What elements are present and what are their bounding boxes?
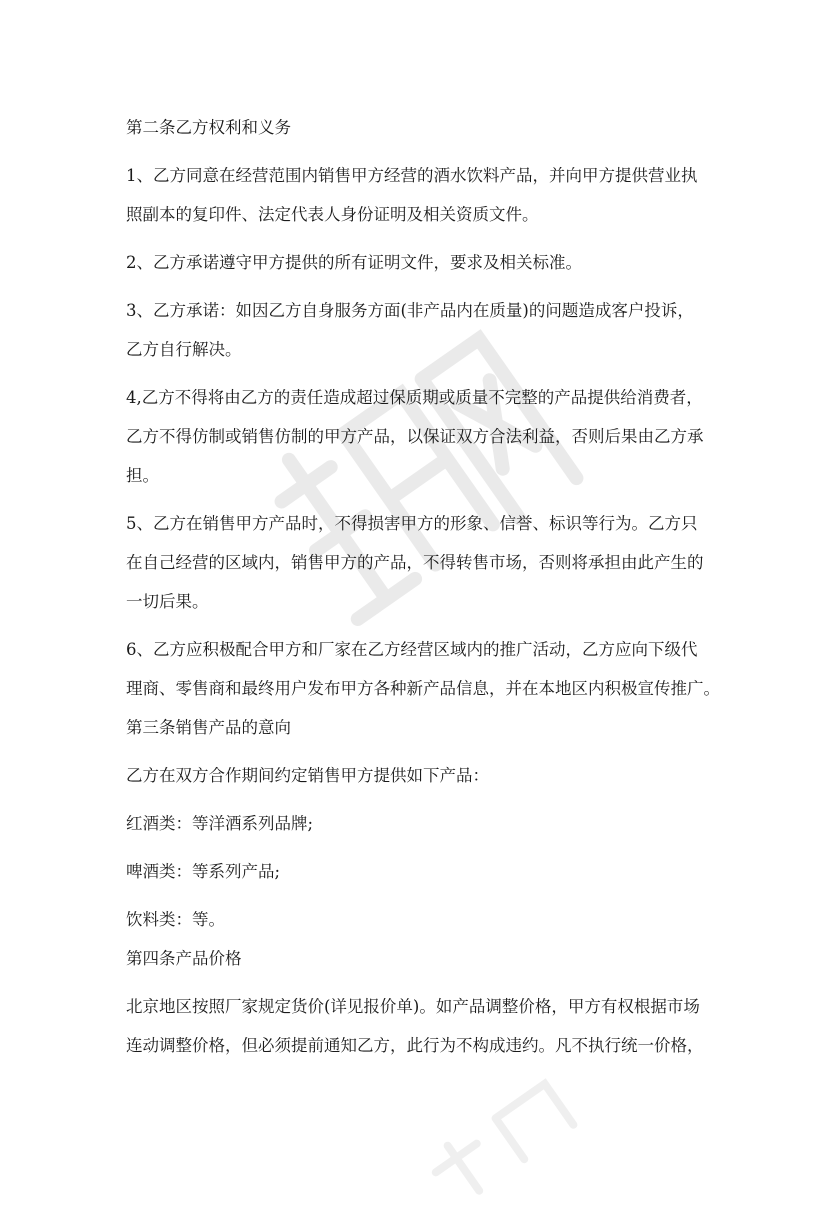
paragraph-gap	[126, 282, 716, 291]
paragraph-gap	[126, 147, 716, 156]
text-line: 3、乙方承诺：如因乙方自身服务方面(非产品内在质量)的问题造成客户投诉，	[126, 301, 694, 320]
text-line: 6、乙方应积极配合甲方和厂家在乙方经营区域内的推广活动，乙方应向下级代	[126, 640, 698, 659]
text-line: 第二条乙方权利和义务	[126, 118, 291, 137]
text-line: 啤酒类：等系列产品;	[126, 862, 281, 881]
text-line: 乙方在双方合作期间约定销售甲方提供如下产品：	[126, 766, 489, 785]
text-line: 理商、零售商和最终用户发布甲方各种新产品信息，并在本地区内积极宣传推广。	[126, 679, 720, 698]
paragraph-gap	[126, 495, 716, 504]
text-line: 2、乙方承诺遵守甲方提供的所有证明文件，要求及相关标准。	[126, 253, 582, 272]
text-line: 第三条销售产品的意向	[126, 718, 291, 737]
text-line: 照副本的复印件、法定代表人身份证明及相关资质文件。	[126, 205, 539, 224]
paragraph-gap	[126, 369, 716, 378]
text-line: 5、乙方在销售甲方产品时，不得损害甲方的形象、信誉、标识等行为。乙方只	[126, 514, 698, 533]
text-line: 乙方不得仿制或销售仿制的甲方产品，以保证双方合法利益，否则后果由乙方承	[126, 427, 704, 446]
paragraph-gap	[126, 234, 716, 243]
paragraph-gap	[126, 891, 716, 900]
text-line: 1、乙方同意在经营范围内销售甲方经营的酒水饮料产品，并向甲方提供营业执	[126, 166, 698, 185]
watermark-logo-partial	[416, 1070, 584, 1214]
text-line: 第四条产品价格	[126, 949, 242, 968]
paragraph-gap	[126, 621, 716, 630]
paragraph-gap	[126, 843, 716, 852]
text-line: 北京地区按照厂家规定货价(详见报价单)。如产品调整价格，甲方有权根据市场	[126, 997, 700, 1016]
paragraph-gap	[126, 978, 716, 987]
paragraph-gap	[126, 795, 716, 804]
text-line: 饮料类：等。	[126, 910, 225, 929]
text-line: 红酒类：等洋酒系列品牌;	[126, 814, 314, 833]
text-line: 乙方自行解决。	[126, 340, 242, 359]
document-body	[126, 108, 720, 1065]
text-line: 4,乙方不得将由乙方的责任造成超过保质期或质量不完整的产品提供给消费者，	[126, 388, 703, 407]
paragraph-gap	[126, 747, 716, 756]
text-line: 担。	[126, 466, 159, 485]
text-line: 在自己经营的区域内，销售甲方的产品，不得转售市场，否则将承担由此产生的	[126, 553, 704, 572]
text-line: 一切后果。	[126, 592, 209, 611]
text-line: 连动调整价格，但必须提前通知乙方，此行为不构成违约。凡不执行统一价格，	[126, 1036, 704, 1055]
